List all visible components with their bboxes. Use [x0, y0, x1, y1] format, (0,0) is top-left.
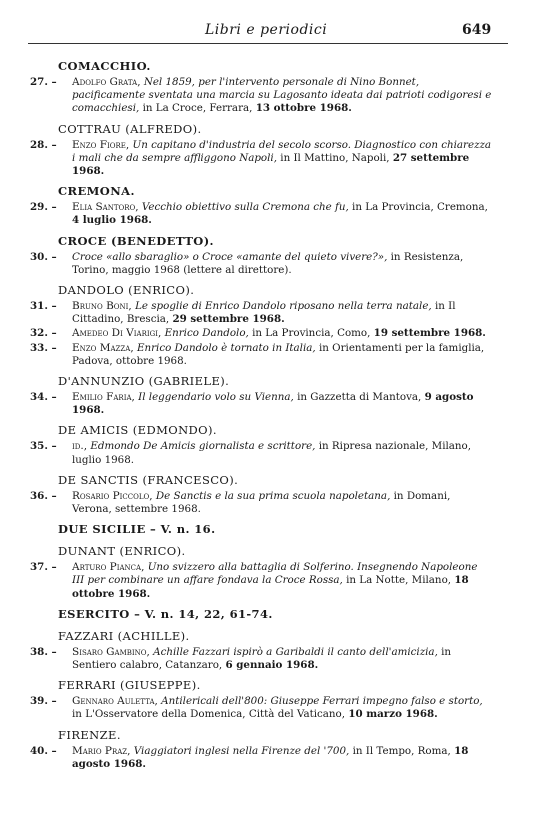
bibliography-entry: [30, 695, 492, 721]
page-number: 649: [462, 22, 492, 38]
entry-author: Enzo Fiore,: [72, 138, 130, 151]
entry-date: 6 gennaio 1968.: [225, 659, 319, 672]
entry-title: Achille Fazzari ispirò a Garibaldi il canto dell'amicizia,: [153, 645, 438, 658]
bibliography-list: [30, 53, 492, 771]
section-heading: COMACCHIO.: [58, 59, 151, 73]
entry-author: Mario Praz,: [72, 744, 131, 757]
entry-date: 19 settembre 1968.: [373, 327, 486, 340]
entry-title: Le spoglie di Enrico Dandolo riposano nella terra natale,: [135, 300, 432, 313]
entry-publication: in La Provincia, Como,: [252, 327, 371, 340]
entry-publication: in Gazzetta di Mantova,: [297, 391, 422, 404]
entry-title: Viaggiatori inglesi nella Firenze del '700,: [133, 744, 350, 757]
entry-title: Antilericali dell'800: Giuseppe Ferrari impegno falso e storto,: [161, 695, 483, 708]
entry-title: Edmondo De Amicis giornalista e scrittore,: [90, 440, 316, 453]
entry-publication: in Il Cittadino, Brescia,: [72, 300, 456, 326]
entry-author: Rosario Piccolo,: [72, 489, 153, 502]
section-heading: FIRENZE.: [58, 727, 121, 742]
entry-date: 10 marzo 1968.: [348, 708, 438, 721]
entry-number: 39. –: [30, 695, 57, 708]
running-title: Libri e periodici: [205, 22, 328, 38]
section-heading: DE SANCTIS (FRANCESCO).: [58, 472, 239, 487]
entry-title: Il leggendario volo su Vienna,: [138, 391, 294, 404]
bibliography-entry: [30, 646, 492, 672]
entry-author: Sisaro Gambino,: [72, 645, 150, 658]
entry-author: Emilio Faria,: [72, 391, 135, 404]
entry-title: Enrico Dandolo,: [164, 327, 249, 340]
bibliography-entry: [30, 251, 492, 277]
bibliography-entry: [30, 300, 492, 326]
bibliography-entry: [30, 391, 492, 417]
entry-author: Adolfo Grata,: [72, 76, 141, 88]
entry-author: id.,: [72, 440, 88, 453]
section-heading: CREMONA.: [58, 184, 135, 199]
entry-author: Gennaro Auletta,: [72, 695, 158, 708]
entry-author: Amedeo Di Viarigi,: [72, 327, 162, 340]
entry-author: Arturo Pianca,: [72, 561, 145, 574]
entry-publication: in L'Osservatore della Domenica, Città del Vaticano,: [72, 708, 346, 721]
entry-title: Nel 1859, per l'intervento personale di Nino Bonnet, pacificamente sventata una marcia su Lagosanto ideata dai patrioti codigoresi e comacchiesi,: [72, 76, 492, 115]
section-heading: DE AMICIS (EDMONDO).: [58, 423, 217, 438]
bibliography-entry: [30, 76, 492, 116]
running-head: [0, 22, 550, 40]
entry-number: 36. –: [30, 489, 57, 502]
entry-title: Un capitano d'industria del secolo scorso. Diagnostico con chiarezza i mali che da sempre affliggono Napoli,: [72, 138, 492, 164]
entry-publication: in La Provincia, Cremona,: [352, 201, 488, 214]
entry-publication: in Ripresa nazionale, Milano, luglio 1968.: [72, 440, 472, 466]
entry-title: Vecchio obiettivo sulla Cremona che fu,: [141, 201, 349, 214]
entry-publication: in La Croce, Ferrara,: [142, 102, 253, 115]
section-heading: FERRARI (GIUSEPPE).: [58, 678, 201, 693]
entry-title: Uno svizzero alla battaglia di Solferino. Insegnendo Napoleone III per combinare un affare fondava la Croce Rossa,: [72, 561, 478, 587]
entry-number: 40. –: [30, 744, 57, 757]
entry-date: 13 ottobre 1968.: [255, 102, 352, 115]
bibliography-entry: [30, 139, 492, 179]
entry-number: 31. –: [30, 300, 57, 313]
entry-publication: in Orientamenti per la famiglia, Padova, ottobre 1968.: [72, 341, 485, 367]
entry-number: 30. –: [30, 250, 57, 263]
entry-date: 29 settembre 1968.: [172, 313, 285, 326]
entry-number: 35. –: [30, 440, 57, 453]
entry-number: 29. –: [30, 201, 57, 214]
entry-number: 33. –: [30, 341, 57, 354]
section-heading: CROCE (BENEDETTO).: [58, 233, 214, 248]
entry-publication: in La Notte, Milano,: [346, 574, 452, 587]
section-heading: ESERCITO – V. n. 14, 22, 61-74.: [58, 606, 273, 621]
section-heading: DUE SICILIE – V. n. 16.: [58, 522, 216, 537]
entry-publication: in Domani, Verona, settembre 1968.: [72, 489, 451, 516]
section-heading: DUNANT (ENRICO).: [58, 544, 186, 559]
entry-date: 4 luglio 1968.: [72, 214, 152, 227]
entry-number: 37. –: [30, 561, 57, 574]
section-heading: D'ANNUNZIO (GABRIELE).: [58, 374, 230, 389]
section-heading: COTTRAU (ALFREDO).: [58, 121, 202, 136]
entry-publication: in Il Mattino, Napoli,: [280, 151, 390, 164]
section-heading: FAZZARI (ACHILLE).: [58, 628, 190, 643]
entry-number: 38. –: [30, 645, 57, 658]
bibliography-entry: [30, 342, 492, 368]
entry-date: 27 settembre 1968.: [72, 151, 470, 178]
entry-date: 9 agosto 1968.: [72, 391, 474, 417]
bibliography-entry: [30, 327, 492, 340]
bibliography-entry: [30, 745, 492, 771]
entry-publication: in Sentiero calabro, Catanzaro,: [72, 645, 452, 672]
entry-author: Elia Santoro,: [72, 201, 139, 214]
entry-publication: in Resistenza, Torino, maggio 1968 (lettere al direttore).: [72, 250, 464, 276]
bibliography-entry: [30, 201, 492, 227]
entry-title: Croce «allo sbaraglio» o Croce «amante del quieto vivere?»,: [72, 250, 388, 263]
entry-publication: in Il Tempo, Roma,: [352, 744, 451, 757]
bibliography-entry: [30, 440, 492, 466]
entry-author: Bruno Boni,: [72, 300, 132, 313]
entry-date: 18 ottobre 1968.: [72, 574, 469, 600]
entry-number: 32. –: [30, 327, 57, 340]
entry-title: Enrico Dandolo è tornato in Italia,: [136, 341, 316, 354]
entry-number: 28. –: [30, 138, 57, 151]
entry-number: 27. –: [30, 76, 57, 88]
entry-title: De Sanctis e la sua prima scuola napoletana,: [155, 489, 391, 502]
bibliography-entry: [30, 490, 492, 516]
section-heading: DANDOLO (ENRICO).: [58, 283, 195, 298]
bibliography-entry: [30, 561, 492, 601]
entry-date: 18 agosto 1968.: [72, 744, 469, 770]
header-rule: [28, 43, 508, 44]
entry-author: Enzo Mazza,: [72, 341, 134, 354]
entry-number: 34. –: [30, 391, 57, 404]
